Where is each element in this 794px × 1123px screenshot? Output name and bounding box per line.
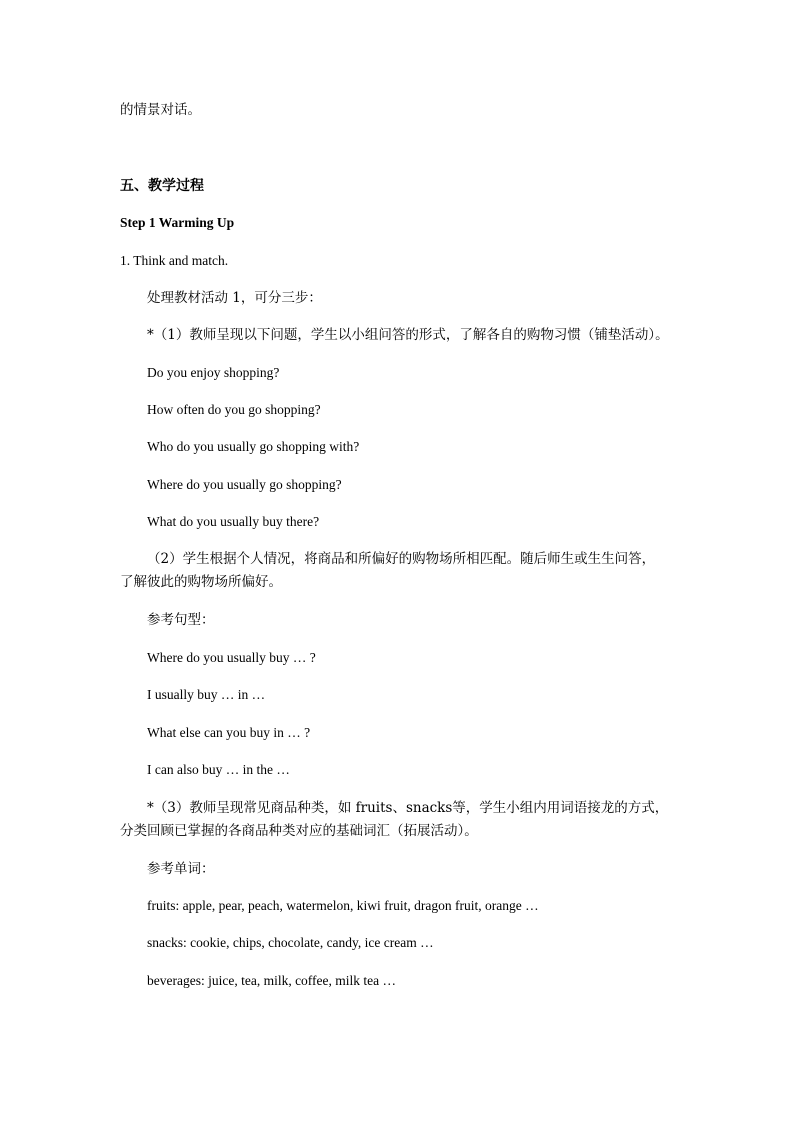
step-heading: Step 1 Warming Up [120, 215, 235, 230]
ref-sentence-item: I usually buy … in … [147, 687, 266, 702]
step2-line1: （2）学生根据个人情况，将商品和所偏好的购物场所相匹配。随后师生或生生问答， [147, 551, 656, 567]
section-heading: 五、教学过程 [120, 178, 204, 194]
question-item: What do you usually buy there? [147, 514, 320, 529]
ref-words-label: 参考单词： [147, 861, 215, 877]
ref-sentence-item: Where do you usually buy … ? [147, 650, 316, 665]
step3-line1: *（3）教师呈现常见商品种类，如 fruits、snacks等，学生小组内用词语接龙的方式， [147, 800, 669, 816]
step2-line2: 了解彼此的购物场所偏好。 [120, 574, 282, 590]
activity-title: 1. Think and match. [120, 253, 229, 268]
ref-sentences-label: 参考句型： [147, 612, 215, 628]
question-item: How often do you go shopping? [147, 402, 321, 417]
step3-line2: 分类回顾已掌握的各商品种类对应的基础词汇（拓展活动）。 [120, 823, 478, 839]
question-item: Where do you usually go shopping? [147, 477, 342, 492]
step1-text: *（1）教师呈现以下问题，学生以小组问答的形式，了解各自的购物习惯（铺垫活动）。 [147, 327, 669, 343]
intro-tail-text: 的情景对话。 [120, 102, 201, 118]
ref-sentence-item: What else can you buy in … ? [147, 725, 311, 740]
ref-words-item: snacks: cookie, chips, chocolate, candy, ice cream … [147, 935, 434, 950]
ref-words-item: fruits: apple, pear, peach, watermelon, kiwi fruit, dragon fruit, orange … [147, 898, 539, 913]
question-item: Do you enjoy shopping? [147, 365, 280, 380]
ref-sentence-item: I can also buy … in the … [147, 762, 290, 777]
question-item: Who do you usually go shopping with? [147, 439, 360, 454]
process-intro: 处理教材活动 1，可分三步： [147, 290, 322, 306]
ref-words-item: beverages: juice, tea, milk, coffee, milk tea … [147, 973, 397, 988]
